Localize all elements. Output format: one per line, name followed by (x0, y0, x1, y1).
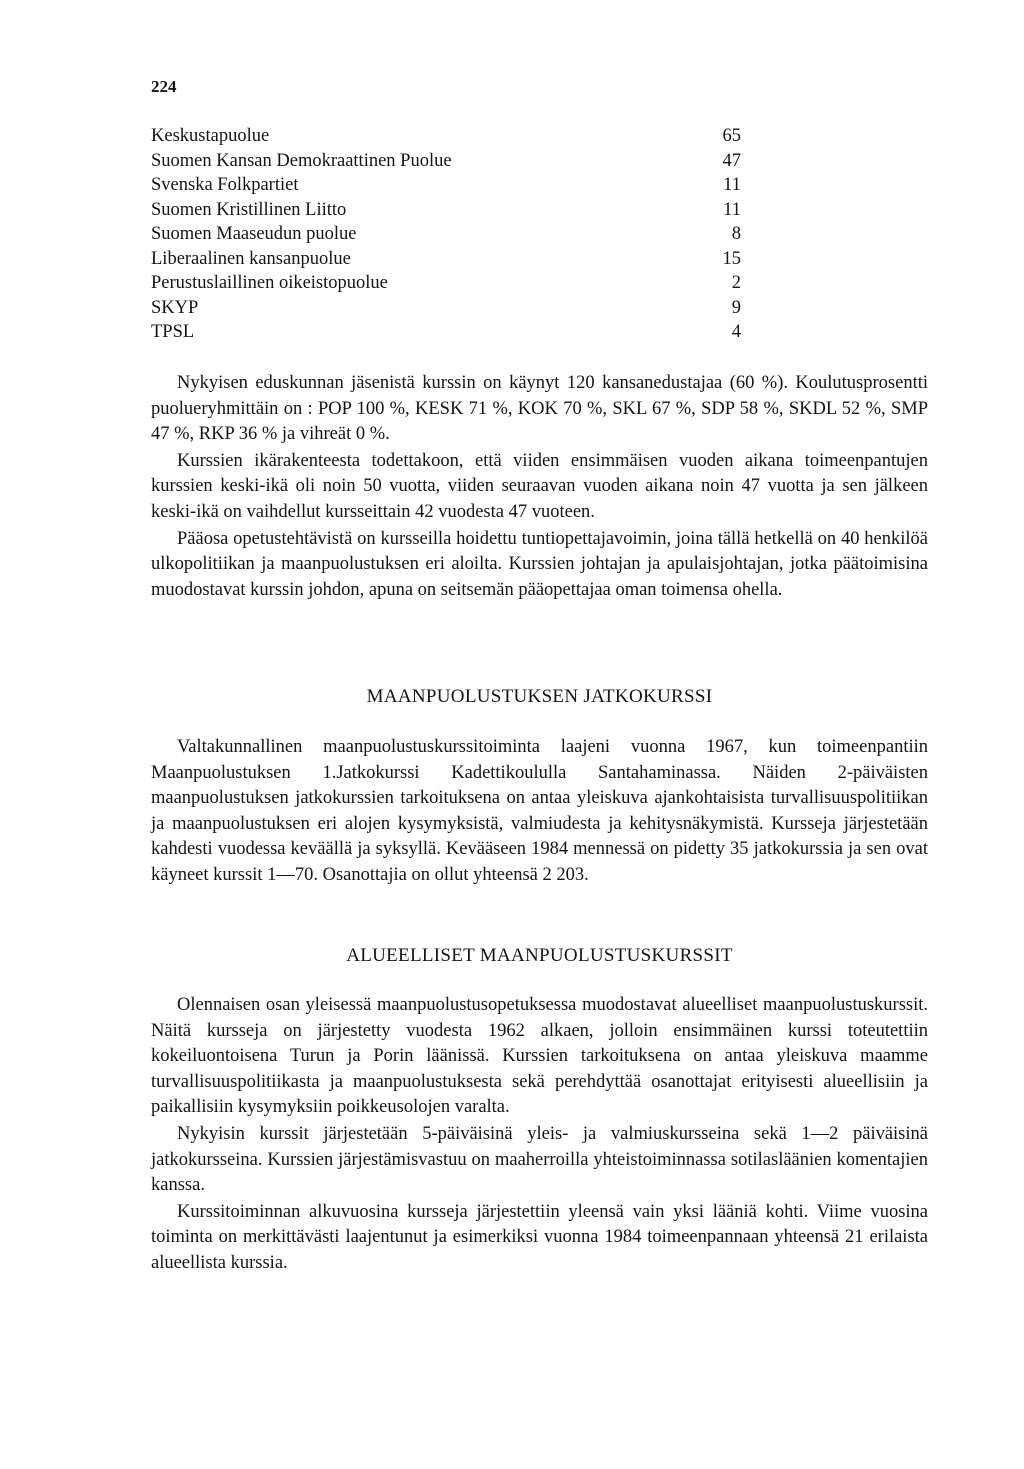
party-count: 9 (731, 297, 741, 318)
section2-text (151, 993, 928, 1277)
party-table (151, 124, 741, 345)
party-count: 15 (722, 248, 741, 269)
party-name: Svenska Folkpartiet (151, 175, 299, 195)
party-name: SKYP (151, 297, 199, 318)
page-number: 224 (151, 77, 177, 96)
table-row (151, 247, 741, 272)
party-count: 4 (731, 322, 741, 342)
intro-text (151, 371, 928, 603)
party-count: 11 (723, 175, 741, 195)
paragraph: Nykyisin kurssit järjestetään 5-päiväisinä yleis- ja valmiuskursseina sekä 1—2 päiväisinä jatkokursseina. Kurssien järjestämisvastuu on maaherroilla yhteistoiminnassa sotilasläänien komentajien kanssa. (151, 1123, 928, 1196)
party-count: 8 (731, 224, 741, 244)
table-row (151, 173, 741, 198)
party-name: Suomen Maaseudun puolue (151, 224, 357, 244)
table-row (151, 124, 741, 149)
party-name: Liberaalinen kansanpuolue (151, 248, 351, 269)
table-row (151, 149, 741, 174)
section-heading: ALUEELLISET MAANPUOLUSTUSKURSSIT (346, 945, 733, 966)
table-row (151, 222, 741, 247)
paragraph: Kurssien ikärakenteesta todettakoon, että viiden ensimmäisen vuoden aikana toimeenpantujen kurssien keski-ikä oli noin 50 vuotta, viiden seuraavan vuoden aikana noin 47 vuotta ja sen jälkeen keski-ikä on vaihdellut kursseittain 42 vuodesta 47 vuoteen. (151, 450, 928, 522)
section-heading: MAANPUOLUSTUKSEN JATKOKURSSI (366, 686, 713, 707)
party-name: Keskustapuolue (151, 126, 270, 146)
table-row (151, 320, 741, 345)
party-name: Perustuslaillinen oikeistopuolue (151, 273, 388, 293)
party-count: 65 (722, 126, 741, 146)
party-count: 47 (722, 150, 741, 171)
paragraph: Kurssitoiminnan alkuvuosina kursseja järjestettiin yleensä vain yksi lääniä kohti. Viime vuosina toiminta on merkittävästi laajentunut ja esimerkiksi vuonna 1984 toimeenpannaan yhteensä 21 erilaista alueellista kurssia. (151, 1201, 928, 1273)
paragraph: Olennaisen osan yleisessä maanpuolustusopetuksessa muodostavat alueelliset maanpuolustuskurssit. Näitä kursseja on järjestetty vuodesta 1962 alkaen, jolloin ensimmäinen kurssi toteutettiin kokeiluontoisena Turun ja Porin läänissä. Kurssien tarkoituksena on antaa yleiskuva maamme turvallisuuspolitiikasta ja maanpuolustuksesta sekä perehdyttää osanottajat erityisesti alueellisiin ja paikallisiin kysymyksiin poikkeusolojen varalta. (151, 995, 928, 1118)
party-name: Suomen Kristillinen Liitto (151, 199, 347, 220)
table-row (151, 198, 741, 223)
party-name: TPSL (151, 322, 195, 342)
table-row (151, 296, 741, 321)
paragraph: Pääosa opetustehtävistä on kursseilla hoidettu tuntiopettajavoimin, joina tällä hetkellä on 40 henkilöä ulkopolitiikan ja maanpuolustuksen eri aloilta. Kurssien johtajan ja apulaisjohtajan, jotka päätoimisina muodostavat kurssin johdon, apuna on seitsemän pääopettajaa oman toimensa ohella. (151, 528, 928, 600)
party-count: 11 (723, 199, 741, 220)
paragraph: Valtakunnallinen maanpuolustuskurssitoiminta laajeni vuonna 1967, kun toimeenpantiin Maanpuolustuksen 1.Jatkokurssi Kadettikoululla Santahaminassa. Näiden 2-päiväisten maanpuolustuksen jatkokurssien tarkoituksena on antaa yleiskuva ajankohtaisista turvallisuuspolitiikan ja maanpuolustuksen eri alojen kysymyksistä, valmiudesta ja kehitysnäkymistä. Kursseja järjestetään kahdesti vuodessa keväällä ja syksyllä. Kevääseen 1984 mennessä on pidetty 35 jatkokurssia ja sen ovat käyneet kurssit 1—70. Osanottajia on ollut yhteensä 2 203. (151, 737, 928, 885)
party-name: Suomen Kansan Demokraattinen Puolue (151, 150, 452, 171)
table-row (151, 271, 741, 296)
paragraph: Nykyisen eduskunnan jäsenistä kurssin on käynyt 120 kansanedustajaa (60 %). Koulutusprosentti puolueryhmittäin on : POP 100 %, KESK 71 %, KOK 70 %, SKL 67 %, SDP 58 %, SKDL 52 %, SMP 47 %, RKP 36 % ja vihreät 0 %. (151, 373, 928, 445)
party-count: 2 (731, 273, 741, 293)
section1-text (151, 735, 928, 889)
